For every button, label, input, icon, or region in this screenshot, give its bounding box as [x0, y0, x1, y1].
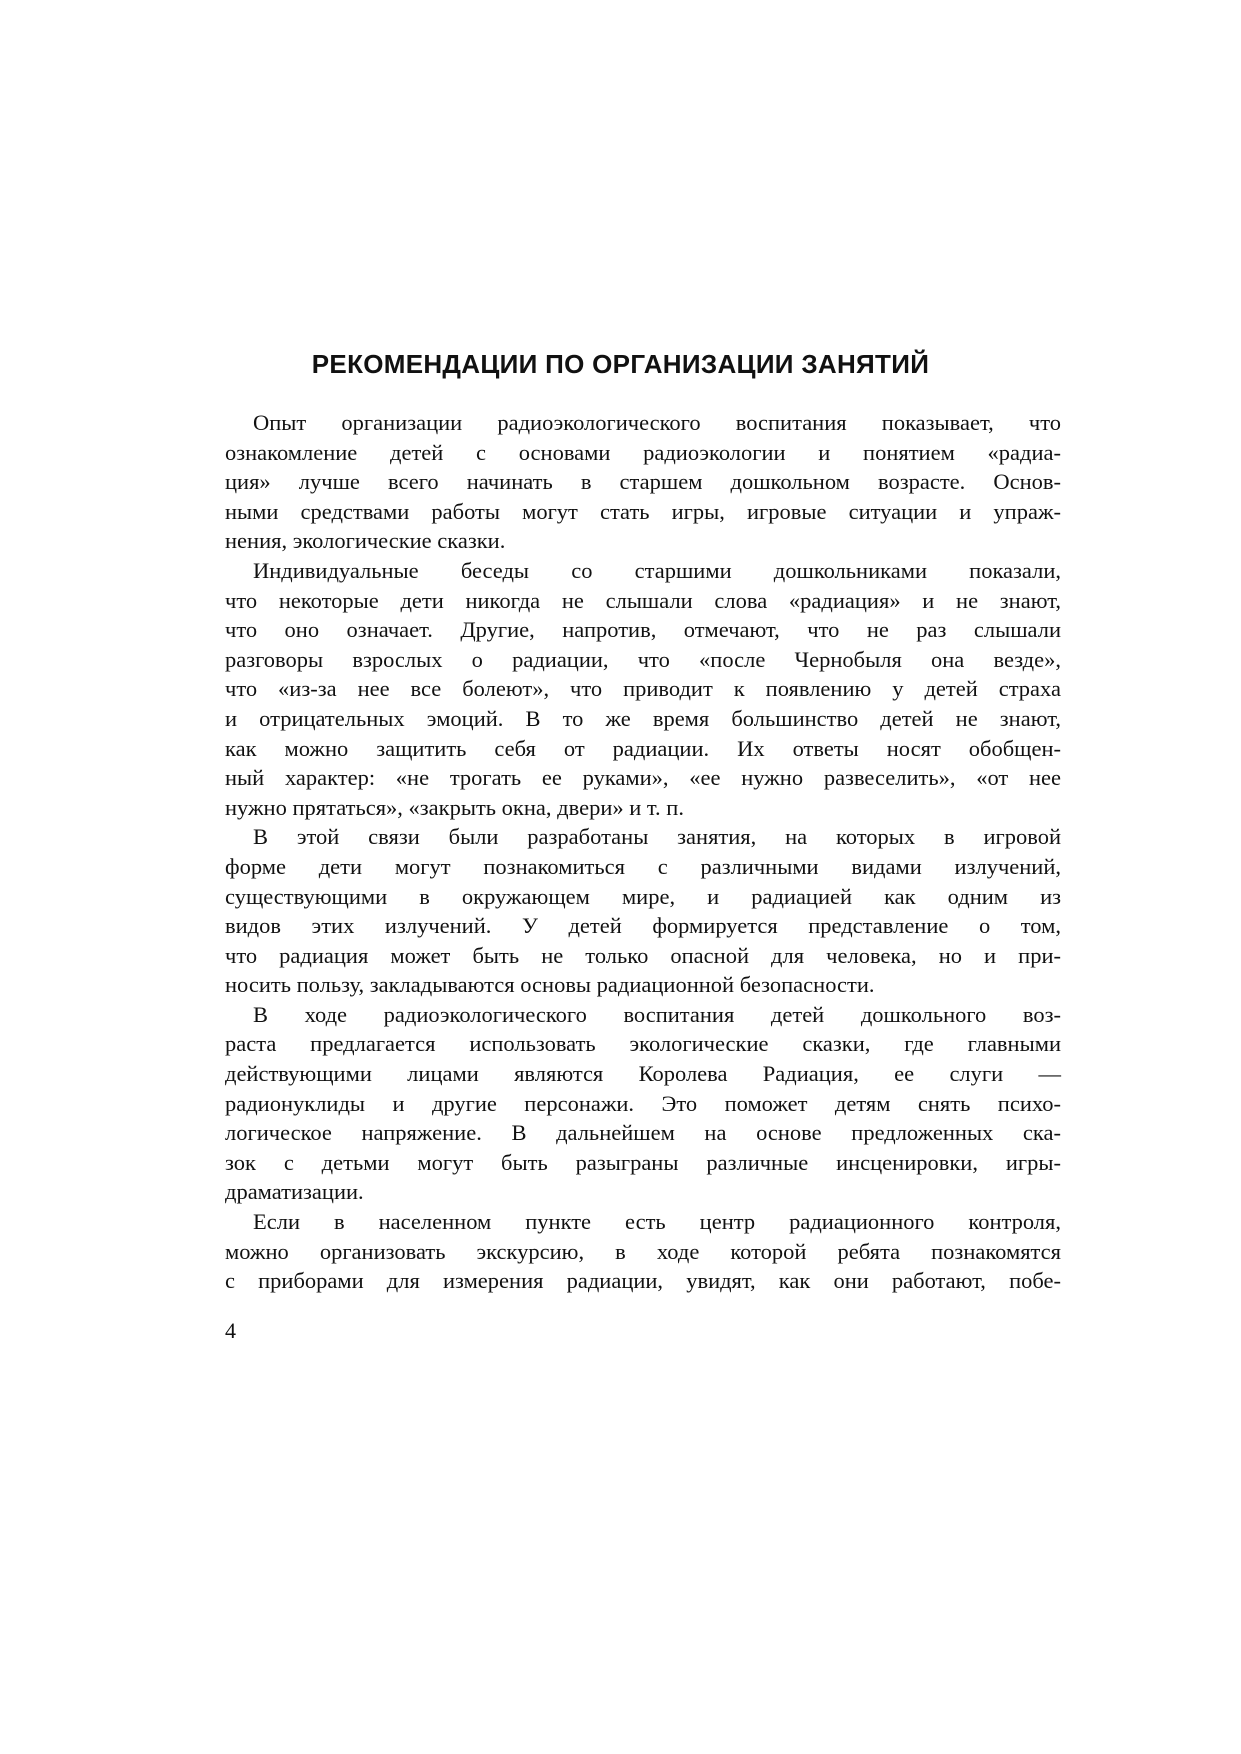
paragraph: [225, 556, 1061, 822]
text-line: нужно прятаться», «закрыть окна, двери» и т. п.: [225, 794, 684, 820]
text-line: существующими в окружающем мире, и радиацией как одним из: [225, 883, 1061, 909]
text-line: что радиация может быть не только опасной для человека, но и при-: [225, 942, 1061, 968]
text-line: что «из-за нее все болеют», что приводит к появлению у детей страха: [225, 676, 1061, 702]
text-line: В ходе радиоэкологического воспитания детей дошкольного воз-: [253, 1001, 1061, 1027]
text-line: В этой связи были разработаны занятия, на которых в игровой: [253, 824, 1061, 850]
text-line: разговоры взрослых о радиации, что «после Чернобыля она везде»,: [225, 646, 1061, 672]
body-text: [225, 408, 1061, 1296]
text-line: что оно означает. Другие, напротив, отмечают, что не раз слышали: [225, 617, 1061, 643]
text-line: драматизации.: [225, 1179, 364, 1205]
text-line: с приборами для измерения радиации, увидят, как они работают, побе-: [225, 1268, 1061, 1294]
text-line: как можно защитить себя от радиации. Их ответы носят обобщен-: [225, 735, 1061, 761]
text-line: ный характер: «не трогать ее руками», «ее нужно развеселить», «от нее: [225, 765, 1061, 791]
paragraph: [225, 1000, 1061, 1207]
paragraph: [225, 822, 1061, 1000]
text-line: Если в населенном пункте есть центр радиационного контроля,: [253, 1209, 1061, 1235]
text-line: ознакомление детей с основами радиоэкологии и понятием «радиа-: [225, 439, 1061, 465]
text-line: что некоторые дети никогда не слышали слова «радиация» и не знают,: [225, 587, 1061, 613]
text-line: видов этих излучений. У детей формируется представление о том,: [225, 913, 1061, 939]
text-line: зок с детьми могут быть разыграны различные инсценировки, игры-: [225, 1149, 1061, 1175]
paragraph: [225, 1207, 1061, 1296]
text-line: носить пользу, закладываются основы радиационной безопасности.: [225, 972, 875, 998]
text-line: Индивидуальные беседы со старшими дошкольниками показали,: [253, 557, 1061, 583]
text-line: нения, экологические сказки.: [225, 528, 506, 554]
page-number: 4: [225, 1318, 236, 1343]
text-line: действующими лицами являются Королева Радиация, ее слуги —: [225, 1061, 1061, 1087]
text-line: ными средствами работы могут стать игры, игровые ситуации и упраж-: [225, 498, 1061, 524]
text-line: радионуклиды и другие персонажи. Это поможет детям снять психо-: [225, 1090, 1061, 1116]
paragraph: [225, 408, 1061, 556]
page-title: РЕКОМЕНДАЦИИ ПО ОРГАНИЗАЦИИ ЗАНЯТИЙ: [311, 349, 930, 379]
text-line: раста предлагается использовать экологические сказки, где главными: [225, 1031, 1061, 1057]
text-line: и отрицательных эмоций. В то же время большинство детей не знают,: [225, 705, 1061, 731]
text-line: логическое напряжение. В дальнейшем на основе предложенных ска-: [225, 1120, 1061, 1146]
text-line: ция» лучше всего начинать в старшем дошкольном возрасте. Основ-: [225, 469, 1061, 495]
text-line: форме дети могут познакомиться с различными видами излучений,: [225, 853, 1061, 879]
text-line: можно организовать экскурсию, в ходе которой ребята познакомятся: [225, 1238, 1061, 1264]
text-line: Опыт организации радиоэкологического воспитания показывает, что: [253, 410, 1061, 435]
